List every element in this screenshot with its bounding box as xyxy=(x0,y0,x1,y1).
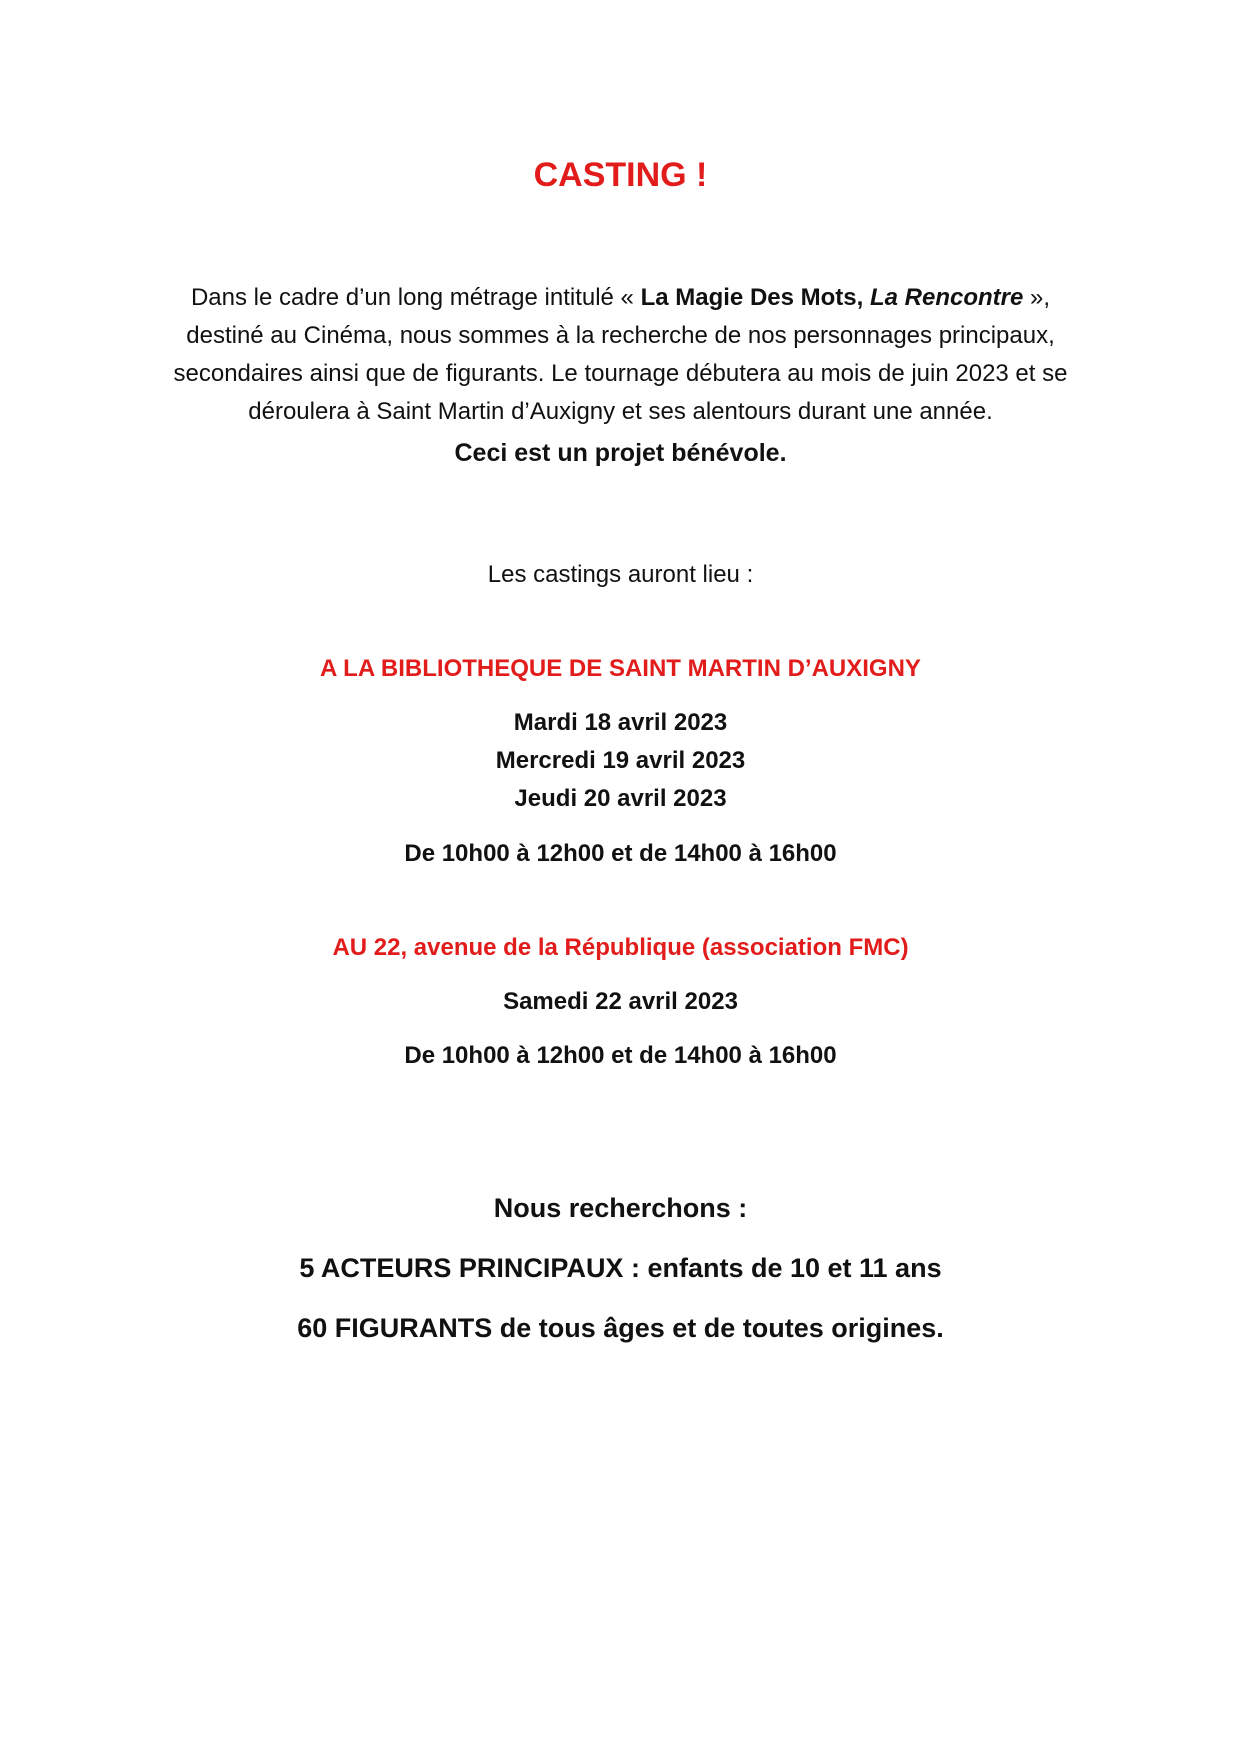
castings-intro: Les castings auront lieu : xyxy=(487,561,754,588)
search-item-actors: 5 ACTEURS PRINCIPAUX : enfants de 10 et 11 ans xyxy=(299,1253,942,1283)
intro-line-3: secondaires ainsi que de figurants. Le tournage débutera au mois de juin 2023 et se xyxy=(173,360,1068,387)
intro-line-1-prefix: Dans le cadre d’un long métrage intitulé « xyxy=(190,284,641,311)
location-1-hours: De 10h00 à 12h00 et de 14h00 à 16h00 xyxy=(404,840,837,867)
location-2-hours: De 10h00 à 12h00 et de 14h00 à 16h00 xyxy=(404,1042,837,1069)
search-heading: Nous recherchons : xyxy=(493,1193,748,1223)
page-title: CASTING ! xyxy=(533,156,708,194)
intro-line-1-suffix: », xyxy=(1023,284,1051,311)
location-1-date-2: Mercredi 19 avril 2023 xyxy=(495,747,746,774)
film-subtitle: La Rencontre xyxy=(869,284,1024,311)
film-title: La Magie Des Mots, xyxy=(640,284,870,311)
intro-line-1 xyxy=(0,284,1241,313)
location-2-title: AU 22, avenue de la République (association FMC) xyxy=(332,934,909,961)
location-1-date-1: Mardi 18 avril 2023 xyxy=(513,709,728,736)
location-1-date-3: Jeudi 20 avril 2023 xyxy=(514,785,727,812)
location-1-title: A LA BIBLIOTHEQUE DE SAINT MARTIN D’AUXIGNY xyxy=(320,655,921,682)
location-2-date-1: Samedi 22 avril 2023 xyxy=(503,988,738,1015)
search-item-extras: 60 FIGURANTS de tous âges et de toutes origines. xyxy=(297,1313,944,1343)
intro-line-4: déroulera à Saint Martin d’Auxigny et ses alentours durant une année. xyxy=(248,398,993,425)
volunteer-note: Ceci est un projet bénévole. xyxy=(454,439,787,467)
intro-line-2: destiné au Cinéma, nous sommes à la recherche de nos personnages principaux, xyxy=(186,322,1055,349)
